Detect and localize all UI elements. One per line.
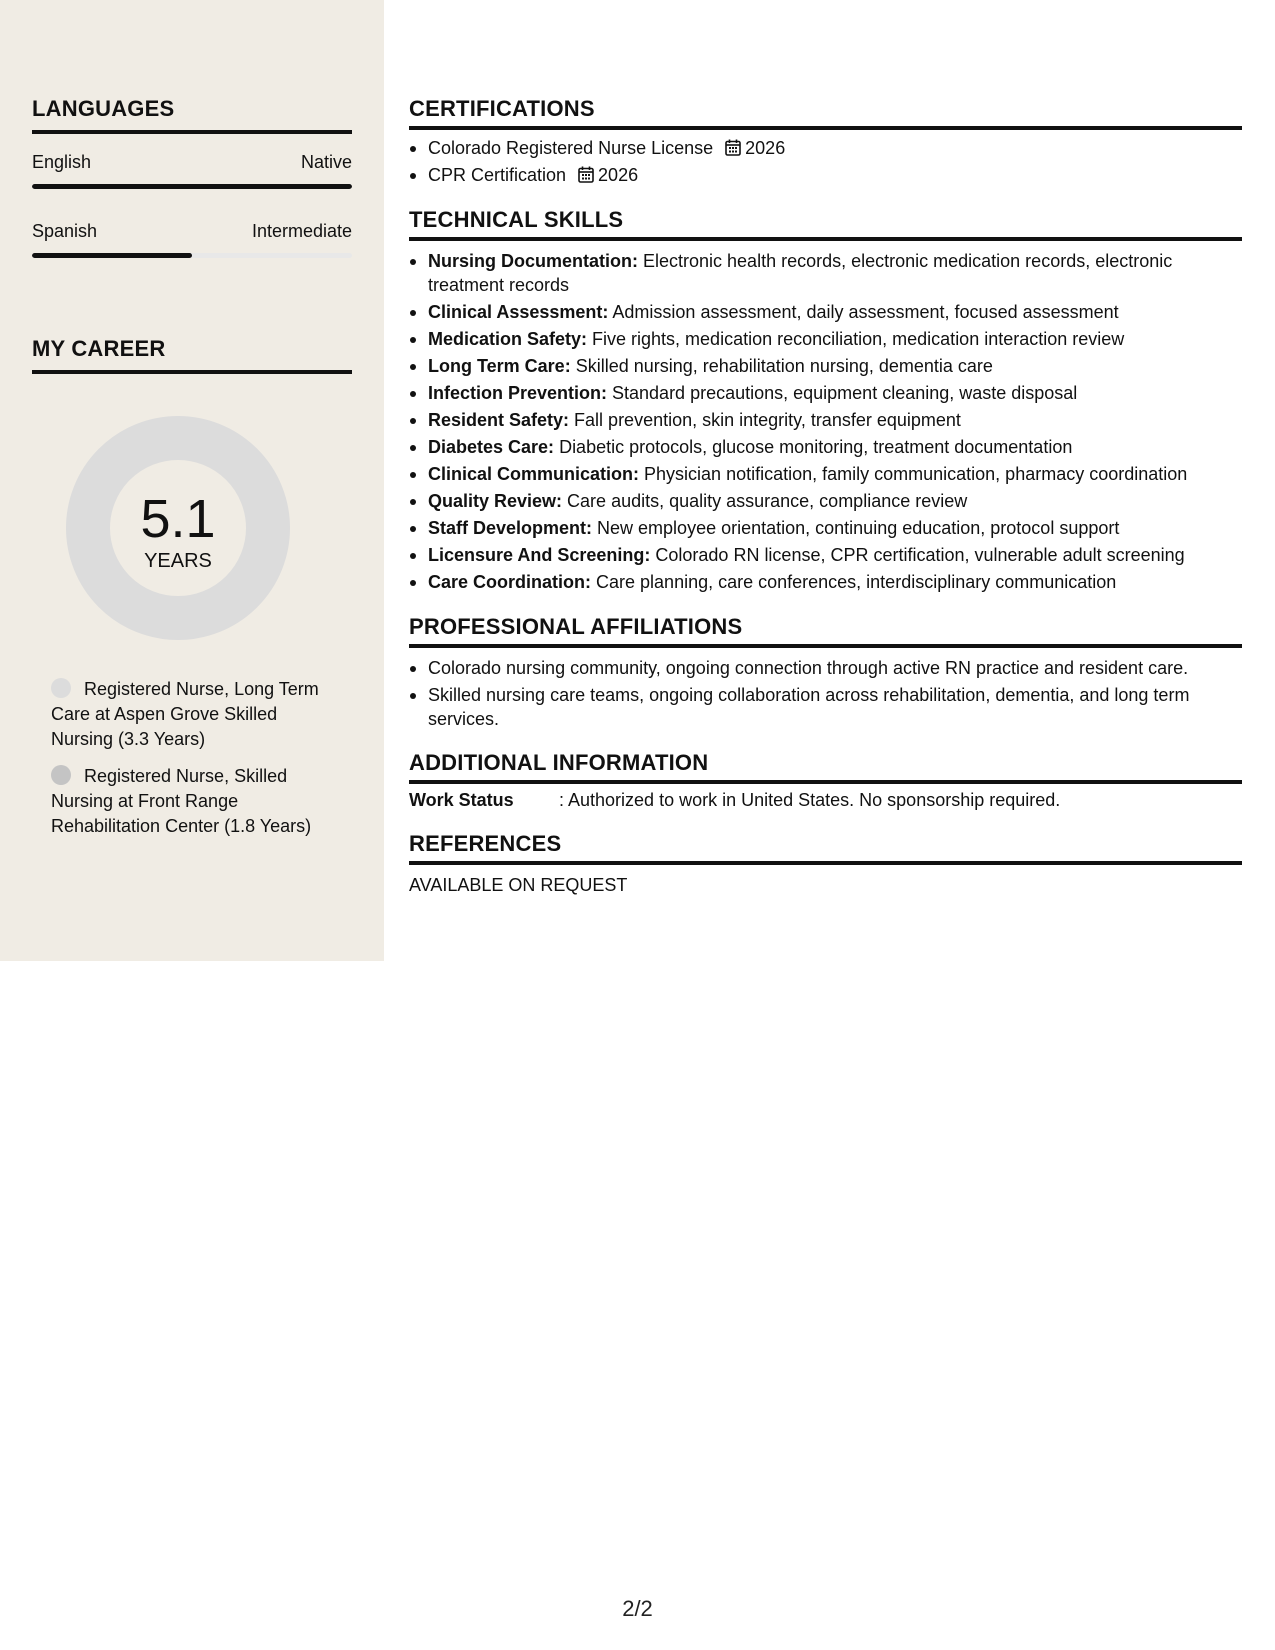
career-dot xyxy=(51,678,71,698)
affiliation-item: Colorado nursing community, ongoing connection through active RN practice and resident care. xyxy=(409,656,1242,680)
skill-label: Long Term Care: xyxy=(428,356,571,376)
skill-text: Electronic health records, electronic medication records, electronic treatment records xyxy=(428,251,1173,295)
career-item-text: Registered Nurse, Long Term Care at Aspen Grove Skilled Nursing (3.3 Years) xyxy=(51,679,319,749)
language-name: Spanish xyxy=(32,221,98,241)
skill-label: Licensure And Screening: xyxy=(428,545,651,565)
skill-text: Admission assessment, daily assessment, focused assessment xyxy=(608,302,1119,322)
skill-item xyxy=(409,570,1242,594)
career-donut-chart xyxy=(66,416,290,640)
calendar-icon xyxy=(578,166,594,183)
page-number: 2/2 xyxy=(622,1596,653,1621)
skill-text: Fall prevention, skin integrity, transfer equipment xyxy=(569,410,961,430)
skill-label: Quality Review: xyxy=(428,491,563,511)
skill-label: Resident Safety: xyxy=(428,410,570,430)
skill-label: Care Coordination: xyxy=(428,572,592,592)
skill-text: Care planning, care conferences, interdisciplinary communication xyxy=(591,572,1117,592)
language-row-english xyxy=(32,152,352,173)
skill-item xyxy=(409,435,1242,459)
skill-item xyxy=(409,408,1242,432)
language-row-spanish xyxy=(32,221,352,242)
certifications-list xyxy=(409,136,1242,190)
sidebar xyxy=(0,0,384,961)
certification-year: 2026 xyxy=(745,138,786,158)
career-years-unit: YEARS xyxy=(144,549,212,572)
affiliation-item: Skilled nursing care teams, ongoing collaboration across rehabilitation, dementia, and long term services. xyxy=(409,683,1242,731)
skill-label: Clinical Assessment: xyxy=(428,302,609,322)
technical-skills-list xyxy=(409,249,1242,597)
skill-text: Colorado RN license, CPR certification, vulnerable adult screening xyxy=(650,545,1185,565)
references-heading: REFERENCES xyxy=(409,831,1242,865)
skill-item xyxy=(409,300,1242,324)
certification-name: Colorado Registered Nurse License xyxy=(428,138,714,158)
certification-item xyxy=(409,136,1242,160)
skill-item xyxy=(409,354,1242,378)
career-heading: MY CAREER xyxy=(32,336,352,374)
calendar-icon xyxy=(725,139,741,156)
career-total-years: 5.1 xyxy=(140,488,216,549)
language-proficiency-fill xyxy=(32,184,352,189)
career-item xyxy=(51,677,341,752)
career-dot xyxy=(51,765,71,785)
technical-skills-heading: TECHNICAL SKILLS xyxy=(409,207,1242,241)
language-proficiency-bar xyxy=(32,184,352,189)
language-proficiency-bar xyxy=(32,253,352,258)
certification-name: CPR Certification xyxy=(428,165,567,185)
skill-item xyxy=(409,543,1242,567)
affiliations-heading: PROFESSIONAL AFFILIATIONS xyxy=(409,614,1242,648)
skill-item xyxy=(409,462,1242,486)
skill-text: Five rights, medication reconciliation, medication interaction review xyxy=(587,329,1125,349)
language-level: Native xyxy=(300,152,352,172)
language-proficiency-fill xyxy=(32,253,192,258)
additional-info-heading: ADDITIONAL INFORMATION xyxy=(409,750,1242,784)
certification-year: 2026 xyxy=(598,165,639,185)
skill-item xyxy=(409,327,1242,351)
skill-text: Skilled nursing, rehabilitation nursing, dementia care xyxy=(570,356,993,376)
skill-text: Physician notification, family communication, pharmacy coordination xyxy=(639,464,1188,484)
skill-label: Clinical Communication: xyxy=(428,464,640,484)
work-status-row xyxy=(409,790,1060,811)
career-list xyxy=(51,677,341,851)
skill-text: Diabetic protocols, glucose monitoring, treatment documentation xyxy=(554,437,1073,457)
skill-item xyxy=(409,381,1242,405)
work-status-label: Work Status xyxy=(409,790,514,810)
skill-item xyxy=(409,489,1242,513)
donut-center xyxy=(66,416,290,640)
work-status-value: : Authorized to work in United States. No sponsorship required. xyxy=(559,790,1061,810)
certifications-heading: CERTIFICATIONS xyxy=(409,96,1242,130)
skill-label: Medication Safety: xyxy=(428,329,588,349)
skill-label: Diabetes Care: xyxy=(428,437,555,457)
skill-label: Infection Prevention: xyxy=(428,383,608,403)
skill-text: New employee orientation, continuing education, protocol support xyxy=(592,518,1120,538)
affiliations-list xyxy=(409,656,1242,734)
references-text: AVAILABLE ON REQUEST xyxy=(409,875,628,895)
language-name: English xyxy=(32,152,92,172)
skill-label: Staff Development: xyxy=(428,518,593,538)
skill-item xyxy=(409,249,1242,297)
skill-text: Standard precautions, equipment cleaning, waste disposal xyxy=(607,383,1078,403)
skill-text: Care audits, quality assurance, compliance review xyxy=(562,491,968,511)
career-item-text: Registered Nurse, Skilled Nursing at Front Range Rehabilitation Center (1.8 Years) xyxy=(51,766,312,836)
skill-item xyxy=(409,516,1242,540)
languages-heading: LANGUAGES xyxy=(32,96,352,134)
certification-item xyxy=(409,163,1242,187)
language-level: Intermediate xyxy=(251,221,352,241)
career-item xyxy=(51,764,341,839)
skill-label: Nursing Documentation: xyxy=(428,251,638,271)
